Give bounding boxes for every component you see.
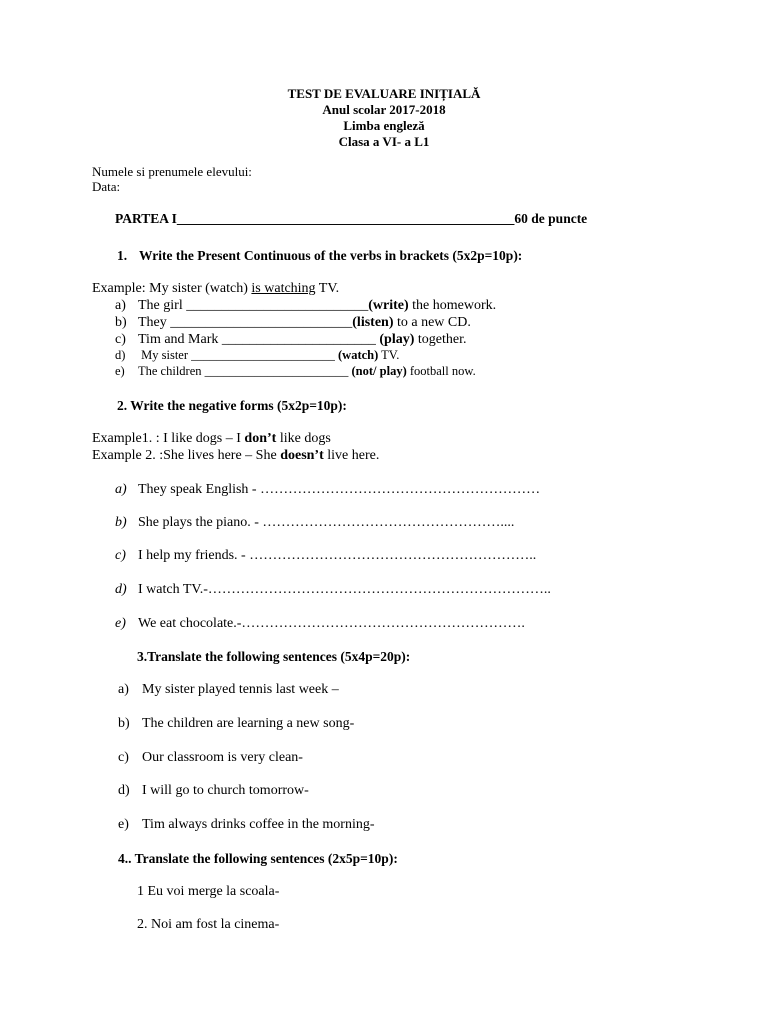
item-text: I watch TV.-……………………………………………………………….. <box>138 582 551 597</box>
ex1-example-answer: is watching <box>251 281 316 296</box>
item-post: TV. <box>378 348 400 362</box>
ex1-example-post: TV. <box>315 281 340 296</box>
example-bold: don’t <box>244 431 277 446</box>
example-post: like dogs <box>276 431 331 446</box>
ex1-example <box>92 281 339 297</box>
ex1-heading <box>117 248 522 264</box>
item-text: My sister played tennis last week – <box>142 682 339 697</box>
class-label: Clasa a VI- a L1 <box>338 134 430 149</box>
item-label: b) <box>115 315 127 330</box>
ex1-example-pre: Example: My sister (watch) <box>92 281 252 296</box>
item-text: The children are learning a new song- <box>142 716 355 731</box>
ex4-item-1: 1 Eu voi merge la scoala- <box>137 884 280 899</box>
item-text: The children _______________________ <box>138 364 352 378</box>
ex3-item-c <box>118 750 303 766</box>
ex1-item-c <box>115 332 467 348</box>
ex1-item-a <box>115 298 496 314</box>
ex1-item-d <box>115 348 399 363</box>
item-verb: (listen) <box>352 315 394 330</box>
item-label: c) <box>115 332 126 347</box>
ex3-title: 3.Translate the following sentences (5x4p=20p): <box>137 649 411 664</box>
ex4-title: 4.. Translate the following sentences (2x5p=10p): <box>118 851 398 866</box>
item-verb: (not/ play) <box>351 364 407 378</box>
item-label: b) <box>118 716 130 731</box>
item-text: The girl __________________________ <box>138 298 369 313</box>
item-label: c) <box>118 750 129 765</box>
item-post: together. <box>414 332 467 347</box>
ex2-item-c <box>115 548 536 564</box>
item-post: to a new CD. <box>393 315 471 330</box>
item-label: e) <box>118 817 129 832</box>
ex2-item-a <box>115 482 540 498</box>
part-title: PARTEA I <box>115 211 177 226</box>
ex3-item-d <box>118 783 309 799</box>
item-text: We eat chocolate.-……………………………………………………. <box>138 616 525 631</box>
item-post: football now. <box>406 364 476 378</box>
test-title: TEST DE EVALUARE INIȚIALĂ <box>287 86 481 101</box>
ex2-item-b <box>115 515 514 531</box>
item-text: They __________________________ <box>138 315 353 330</box>
item-text: They speak English - …………………………………………………… <box>138 482 541 497</box>
example-pre: Example1. : I like dogs – I <box>92 431 245 446</box>
item-label: d) <box>115 582 127 597</box>
item-label: d) <box>118 783 130 798</box>
item-post: the homework. <box>408 298 497 313</box>
example-bold: doesn’t <box>280 448 324 463</box>
item-verb: (watch) <box>338 348 379 362</box>
part-points: 60 de puncte <box>514 211 588 226</box>
ex2-title: 2. Write the negative forms (5x2p=10p): <box>117 398 347 413</box>
ex1-item-e <box>115 364 476 379</box>
item-text: Tim always drinks coffee in the morning- <box>142 817 375 832</box>
school-year: Anul scolar 2017-2018 <box>322 102 446 117</box>
ex3-item-b <box>118 716 354 732</box>
ex2-example-2 <box>92 448 379 464</box>
example-post: live here. <box>323 448 380 463</box>
student-name-label: Numele si prenumele elevului: <box>92 164 252 179</box>
part-line: __________________________________________________ <box>176 211 515 226</box>
ex2-example-1 <box>92 431 331 447</box>
subject: Limba engleză <box>343 118 425 133</box>
date-label: Data: <box>92 179 121 194</box>
ex1-number: 1. <box>117 248 128 263</box>
item-text: My sister _______________________ <box>138 348 338 362</box>
item-label: d) <box>115 348 126 362</box>
ex4-item-2: 2. Noi am fost la cinema- <box>137 917 280 932</box>
ex3-item-e <box>118 817 375 833</box>
item-label: e) <box>115 616 126 631</box>
item-text: I help my friends. - …………………………………………………….. <box>138 548 537 563</box>
item-verb: (play) <box>379 332 415 347</box>
item-label: b) <box>115 515 127 530</box>
ex1-title: Write the Present Continuous of the verbs in brackets (5x2p=10p): <box>139 248 523 263</box>
item-label: a) <box>115 298 126 313</box>
ex2-item-e <box>115 616 525 632</box>
item-text: I will go to church tomorrow- <box>142 783 309 798</box>
item-text: She plays the piano. - …………………………………………….... <box>138 515 515 530</box>
item-text: Tim and Mark ______________________ <box>138 332 380 347</box>
ex2-item-d <box>115 582 551 598</box>
item-verb: (write) <box>368 298 409 313</box>
part-heading <box>115 211 587 227</box>
item-label: a) <box>115 482 127 497</box>
ex1-item-b <box>115 315 471 331</box>
item-label: e) <box>115 364 125 378</box>
item-label: c) <box>115 548 126 563</box>
example-pre: Example 2. :She lives here – She <box>92 448 281 463</box>
ex3-item-a <box>118 682 339 698</box>
item-label: a) <box>118 682 129 697</box>
item-text: Our classroom is very clean- <box>142 750 303 765</box>
